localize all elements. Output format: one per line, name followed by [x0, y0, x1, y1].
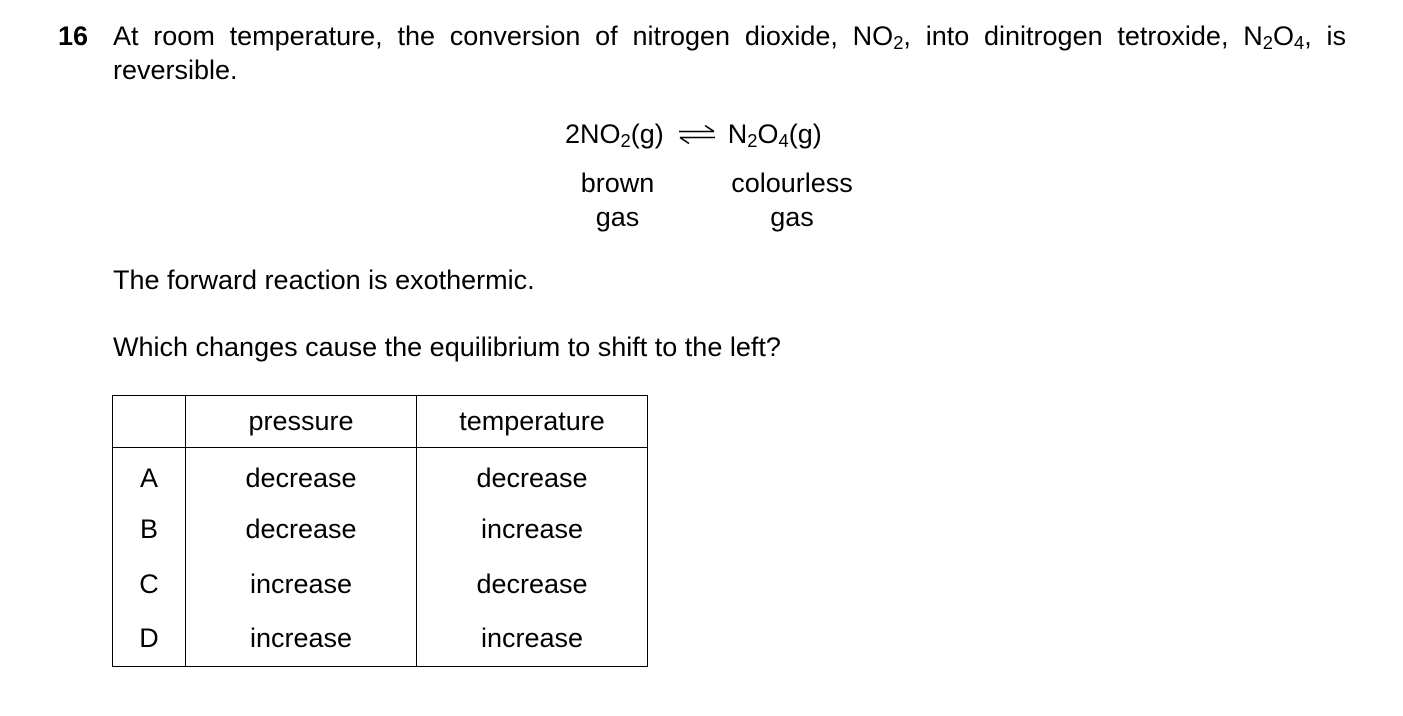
header-temperature: temperature: [417, 396, 648, 448]
table-header-row: [113, 396, 648, 448]
stem-subscript-1: 2: [893, 32, 904, 54]
question-stem-line-1: [113, 19, 1346, 53]
exothermic-statement: The forward reaction is exothermic.: [113, 265, 535, 295]
stem-subscript-3: 4: [1293, 32, 1305, 54]
option-row-b[interactable]: [113, 503, 648, 558]
header-pressure: pressure: [186, 396, 417, 448]
option-pressure: decrease: [186, 448, 417, 503]
product-label-line-1: colourless: [731, 168, 853, 198]
product-subscript-2: 4: [778, 130, 789, 152]
reactant-state: (g): [630, 119, 664, 149]
product-label: [718, 166, 866, 234]
option-pressure: increase: [186, 557, 417, 612]
stem-text-3: O: [1272, 21, 1294, 51]
option-letter: C: [113, 557, 186, 612]
reactant: [565, 119, 664, 152]
question-prompt: Which changes cause the equilibrium to shift to the left?: [113, 332, 781, 362]
product-subscript-1: 2: [747, 130, 758, 152]
option-temperature: decrease: [417, 557, 648, 612]
option-letter: B: [113, 503, 186, 558]
stem-text-4: , is: [1304, 21, 1346, 51]
reactant-formula: 2NO: [565, 119, 621, 149]
option-letter: D: [113, 612, 186, 667]
stem-text-2: , into dinitrogen tetroxide, N: [903, 21, 1263, 51]
reactant-subscript: 2: [620, 130, 631, 152]
option-temperature: increase: [417, 503, 648, 558]
option-pressure: increase: [186, 612, 417, 667]
product-state: (g): [788, 119, 822, 149]
chemical-equation: [565, 116, 822, 152]
question-stem: [113, 19, 1346, 87]
option-temperature: increase: [417, 612, 648, 667]
stem-text-1: At room temperature, the conversion of nitrogen dioxide, NO: [113, 21, 894, 51]
equilibrium-arrow-icon: [678, 124, 716, 144]
reactant-label-line-1: brown: [580, 168, 655, 198]
option-row-a[interactable]: [113, 448, 648, 503]
product: [727, 119, 822, 152]
reactant-label-line-2: gas: [595, 202, 640, 232]
reactant-label: [560, 166, 675, 234]
option-row-d[interactable]: [113, 612, 648, 667]
option-row-c[interactable]: [113, 557, 648, 612]
question-number: 16: [58, 21, 89, 51]
header-empty-cell: [113, 396, 186, 448]
option-pressure: decrease: [186, 503, 417, 558]
product-formula-2: O: [757, 119, 779, 149]
option-temperature: decrease: [417, 448, 648, 503]
product-label-line-2: gas: [770, 202, 814, 232]
answer-options-table: [112, 395, 648, 667]
product-formula-1: N: [727, 119, 748, 149]
stem-subscript-2: 2: [1262, 32, 1273, 54]
question-stem-line-2: reversible.: [113, 55, 238, 85]
option-letter: A: [113, 448, 186, 503]
